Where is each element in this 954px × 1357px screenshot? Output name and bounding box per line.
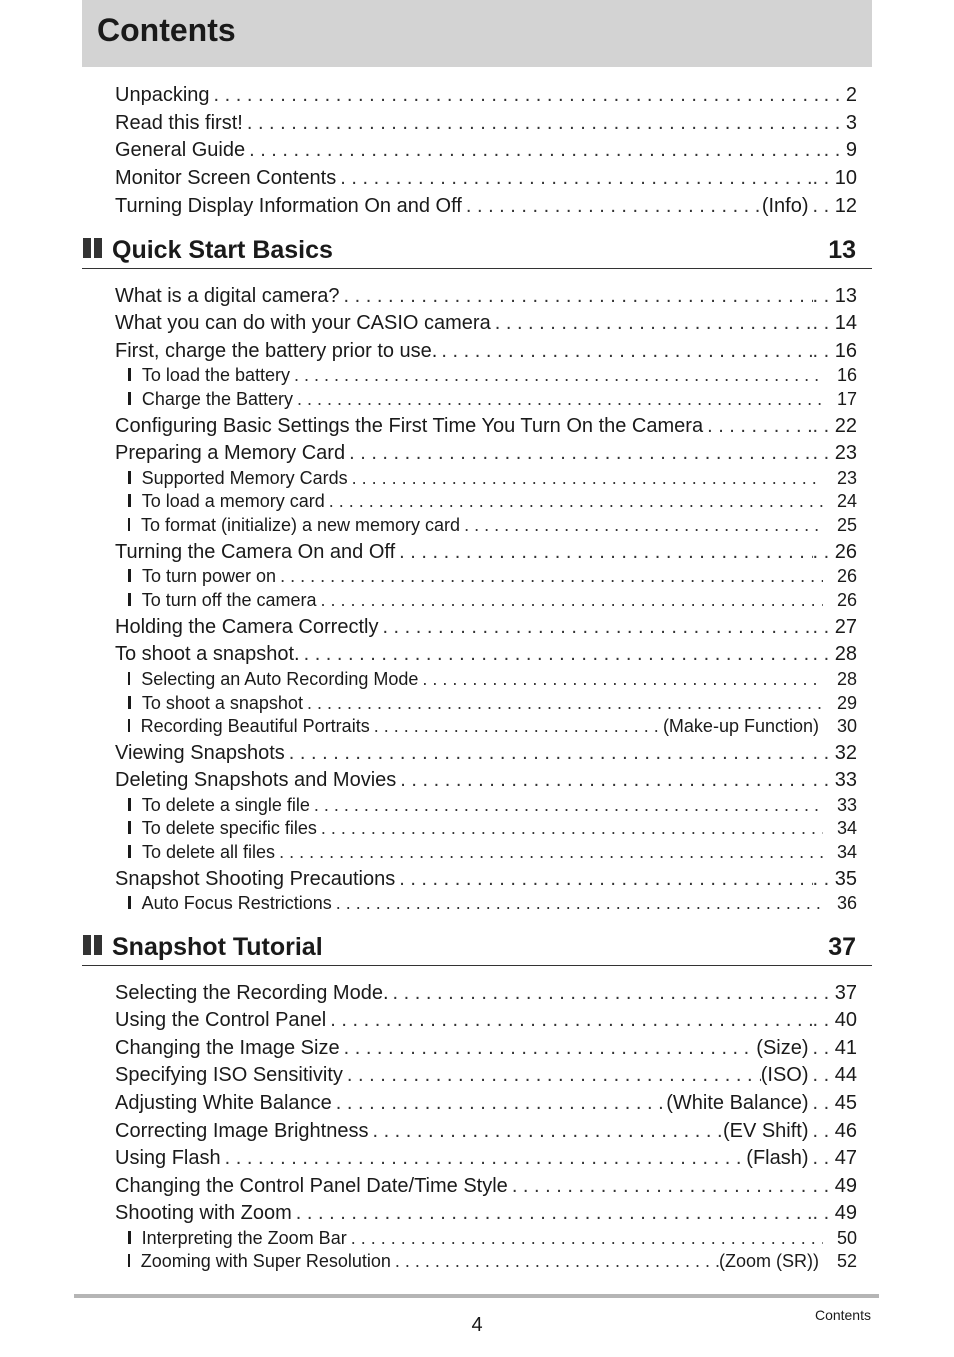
entry-label: Holding the Camera Correctly [115, 616, 379, 638]
entry-label: Specifying ISO Sensitivity [115, 1064, 343, 1086]
bullet-icon [128, 719, 130, 732]
entry-page-number: . . 49 [813, 1200, 857, 1226]
dot-leader [325, 490, 823, 513]
entry-label: Correcting Image Brightness [115, 1120, 369, 1142]
entry-label: Zooming with Super Resolution [140, 1251, 391, 1271]
toc-entry[interactable] [115, 440, 857, 466]
dot-leader [345, 440, 812, 466]
dot-leader [243, 110, 823, 136]
entry-label: To load the battery [141, 365, 291, 385]
section-page-number: 37 [828, 933, 856, 961]
section-title: Snapshot Tutorial [112, 933, 323, 961]
entry-page-number: 24 [836, 491, 857, 511]
entry-note: (White Balance) [666, 1092, 809, 1114]
entry-label: To turn power on [141, 566, 277, 586]
bullet-icon [128, 368, 131, 381]
dot-leader [245, 137, 823, 163]
dot-leader [292, 1200, 813, 1226]
title-bar [82, 0, 872, 67]
dot-leader [418, 668, 823, 691]
dot-leader [326, 1007, 812, 1033]
toc-subentry[interactable] [128, 794, 857, 817]
entry-label: Snapshot Shooting Precautions [115, 868, 396, 890]
toc-subentry[interactable] [128, 1250, 857, 1273]
entry-page-number: . . 13 [813, 283, 857, 309]
entry-label: Adjusting White Balance [115, 1092, 332, 1114]
dot-leader [275, 841, 823, 864]
toc-subentry[interactable] [128, 514, 857, 537]
dot-leader [317, 817, 823, 840]
entry-label: To shoot a snapshot. [115, 643, 300, 665]
entry-page-number: . . 23 [813, 440, 857, 466]
dot-leader [285, 740, 813, 766]
toc-entry[interactable] [115, 193, 857, 219]
toc-subentry[interactable] [128, 1227, 857, 1250]
entry-label: Recording Beautiful Portraits [140, 716, 370, 736]
toc-entry[interactable] [115, 866, 857, 892]
dot-leader [332, 1090, 666, 1116]
dot-leader [210, 82, 823, 108]
entry-label: Preparing a Memory Card [115, 442, 346, 464]
entry-page-number: . . 37 [813, 980, 857, 1006]
bullet-icon [128, 672, 130, 685]
toc-entry[interactable] [115, 1200, 857, 1226]
entry-label: To format (initialize) a new memory card [140, 515, 461, 535]
section-page-number: 13 [828, 236, 856, 264]
entry-note: (ISO) [760, 1064, 809, 1086]
dot-leader [293, 388, 823, 411]
toc-subentry[interactable] [128, 892, 857, 915]
entry-page-number: 16 [836, 365, 857, 385]
entry-page-number: 34 [836, 842, 857, 862]
entry-note: (Size) [756, 1037, 809, 1059]
dot-leader [317, 589, 823, 612]
bullet-icon [128, 896, 131, 909]
toc-entry[interactable] [115, 1173, 857, 1199]
entry-label: First, charge the battery prior to use. [115, 340, 438, 362]
dot-leader [391, 1250, 719, 1273]
entry-note: (EV Shift) [722, 1120, 809, 1142]
section-marker-icon [83, 935, 103, 955]
footer-rule [74, 1294, 879, 1298]
entry-page-number: . . 22 [813, 413, 857, 439]
bullet-icon [128, 593, 131, 606]
bullet-icon [128, 569, 131, 582]
section-marker-icon [83, 238, 103, 258]
bullet-icon [128, 1231, 131, 1244]
page-title: Contents [97, 12, 236, 48]
entry-page-number: 36 [836, 893, 857, 913]
entry-label: Monitor Screen Contents [115, 167, 337, 189]
entry-label: To load a memory card [141, 491, 325, 511]
dot-leader [462, 193, 762, 219]
dot-leader [276, 565, 823, 588]
dot-leader [300, 641, 813, 667]
toc-entry[interactable] [115, 1090, 857, 1116]
entry-label: Turning Display Information On and Off [115, 195, 462, 217]
entry-label: Changing the Control Panel Date/Time Style [115, 1175, 508, 1197]
entry-page-number: . . 9 [823, 137, 857, 163]
bullet-icon [128, 821, 131, 834]
entry-note: (Flash) [746, 1147, 809, 1169]
entry-page-number: . . 28 [813, 641, 857, 667]
dot-leader [290, 364, 823, 387]
dot-leader [460, 514, 823, 537]
toc-entry[interactable] [115, 338, 857, 364]
toc-entry[interactable] [115, 137, 857, 163]
entry-page-number: . . 26 [813, 539, 857, 565]
dot-leader [395, 539, 812, 565]
dot-leader [396, 767, 812, 793]
entry-label: Deleting Snapshots and Movies [115, 769, 397, 791]
entry-label: Auto Focus Restrictions [141, 893, 332, 913]
entry-page-number: . . 46 [813, 1118, 857, 1144]
dot-leader [303, 692, 823, 715]
toc-entry[interactable] [115, 110, 857, 136]
entry-page-number: 26 [836, 566, 857, 586]
entry-label: General Guide [115, 139, 246, 161]
dot-leader [370, 715, 663, 738]
entry-page-number: 25 [836, 515, 857, 535]
entry-label: Interpreting the Zoom Bar [141, 1228, 347, 1248]
dot-leader [221, 1145, 747, 1171]
entry-note: (Make-up Function) [662, 716, 819, 736]
entry-page-number: . . 45 [813, 1090, 857, 1116]
toc-entry[interactable] [115, 82, 857, 108]
entry-label: Using Flash [115, 1147, 221, 1169]
toc-entry[interactable] [115, 767, 857, 793]
entry-page-number: . . 35 [813, 866, 857, 892]
bullet-icon [128, 494, 131, 507]
toc-entry[interactable] [115, 1007, 857, 1033]
entry-label: Shooting with Zoom [115, 1202, 292, 1224]
section-heading[interactable] [82, 931, 872, 966]
entry-label: Selecting an Auto Recording Mode [141, 669, 419, 689]
entry-label: What you can do with your CASIO camera [115, 312, 491, 334]
entry-page-number: 23 [836, 468, 857, 488]
dot-leader [389, 980, 813, 1006]
entry-label: What is a digital camera? [115, 285, 340, 307]
entry-page-number: . . 32 [813, 740, 857, 766]
dot-leader [347, 1227, 823, 1250]
toc-entry[interactable] [115, 740, 857, 766]
bullet-icon [128, 696, 131, 709]
entry-page-number: . . 44 [813, 1062, 857, 1088]
entry-page-number: . . 40 [813, 1007, 857, 1033]
page-number: 4 [471, 1314, 483, 1336]
entry-page-number: . . 49 [813, 1173, 857, 1199]
entry-page-number: . . 12 [813, 193, 857, 219]
toc-subentry[interactable] [128, 692, 857, 715]
entry-label: Charge the Battery [141, 389, 293, 409]
entry-page-number: . . 10 [813, 165, 857, 191]
dot-leader [310, 794, 823, 817]
entry-page-number: . . 47 [813, 1145, 857, 1171]
entry-label: Turning the Camera On and Off [115, 541, 396, 563]
entry-note: (Zoom (SR)) [719, 1251, 819, 1271]
bullet-icon [128, 1254, 130, 1267]
toc-subentry[interactable] [128, 467, 857, 490]
toc-entry[interactable] [115, 641, 857, 667]
toc-subentry[interactable] [128, 715, 857, 738]
entry-note: (Info) [761, 195, 809, 217]
dot-leader [340, 1035, 757, 1061]
entry-page-number: 52 [836, 1251, 857, 1271]
entry-page-number: . . 16 [813, 338, 857, 364]
toc-entry[interactable] [115, 980, 857, 1006]
entry-page-number: . . 3 [823, 110, 857, 136]
toc-subentry[interactable] [128, 490, 857, 513]
dot-leader [332, 892, 823, 915]
entry-label: To delete specific files [141, 818, 317, 838]
entry-page-number: 30 [836, 716, 857, 736]
dot-leader [378, 614, 812, 640]
toc-entry[interactable] [115, 413, 857, 439]
toc-entry[interactable] [115, 539, 857, 565]
bullet-icon [128, 518, 130, 531]
bullet-icon [128, 392, 131, 405]
bullet-icon [128, 798, 131, 811]
toc-subentry[interactable] [128, 364, 857, 387]
toc-entry[interactable] [115, 1062, 857, 1088]
entry-page-number: . . 14 [813, 310, 857, 336]
toc-entry[interactable] [115, 310, 857, 336]
entry-page-number: 29 [836, 693, 857, 713]
dot-leader [348, 467, 823, 490]
entry-page-number: 34 [836, 818, 857, 838]
entry-page-number: . . 41 [813, 1035, 857, 1061]
entry-label: Unpacking [115, 84, 210, 106]
dot-leader [340, 283, 813, 309]
entry-label: Selecting the Recording Mode. [115, 982, 389, 1004]
entry-label: Supported Memory Cards [141, 468, 348, 488]
entry-label: Using the Control Panel [115, 1009, 327, 1031]
toc-entry[interactable] [115, 1118, 857, 1144]
entry-page-number: . . 2 [823, 82, 857, 108]
dot-leader [703, 413, 812, 439]
toc-entry[interactable] [115, 1035, 857, 1061]
toc-subentry[interactable] [128, 668, 857, 691]
entry-label: Viewing Snapshots [115, 742, 285, 764]
dot-leader [336, 165, 812, 191]
entry-page-number: 33 [836, 795, 857, 815]
dot-leader [343, 1062, 761, 1088]
entry-label: To shoot a snapshot [141, 693, 303, 713]
bullet-icon [128, 471, 131, 484]
entry-page-number: 50 [836, 1228, 857, 1248]
dot-leader [437, 338, 812, 364]
entry-page-number: . . 27 [813, 614, 857, 640]
toc-subentry[interactable] [128, 841, 857, 864]
toc-subentry[interactable] [128, 589, 857, 612]
entry-label: To turn off the camera [141, 590, 317, 610]
entry-page-number: 28 [836, 669, 857, 689]
toc-entry[interactable] [115, 283, 857, 309]
toc-subentry[interactable] [128, 388, 857, 411]
toc-subentry[interactable] [128, 817, 857, 840]
entry-label: To delete all files [141, 842, 276, 862]
entry-label: Changing the Image Size [115, 1037, 340, 1059]
footer-label: Contents [814, 1307, 871, 1323]
dot-leader [491, 310, 813, 336]
toc-entry[interactable] [115, 614, 857, 640]
toc-entry[interactable] [115, 165, 857, 191]
toc-entry[interactable] [115, 1145, 857, 1171]
toc-subentry[interactable] [128, 565, 857, 588]
dot-leader [395, 866, 812, 892]
bullet-icon [128, 845, 131, 858]
entry-label: To delete a single file [141, 795, 310, 815]
entry-label: Configuring Basic Settings the First Time You Turn On the Camera [115, 415, 704, 437]
dot-leader [368, 1118, 722, 1144]
dot-leader [508, 1173, 813, 1199]
entry-page-number: 17 [836, 389, 857, 409]
entry-page-number: . . 33 [813, 767, 857, 793]
entry-label: Read this first! [115, 112, 243, 134]
entry-page-number: 26 [836, 590, 857, 610]
section-heading[interactable] [82, 234, 872, 269]
section-title: Quick Start Basics [112, 236, 333, 264]
